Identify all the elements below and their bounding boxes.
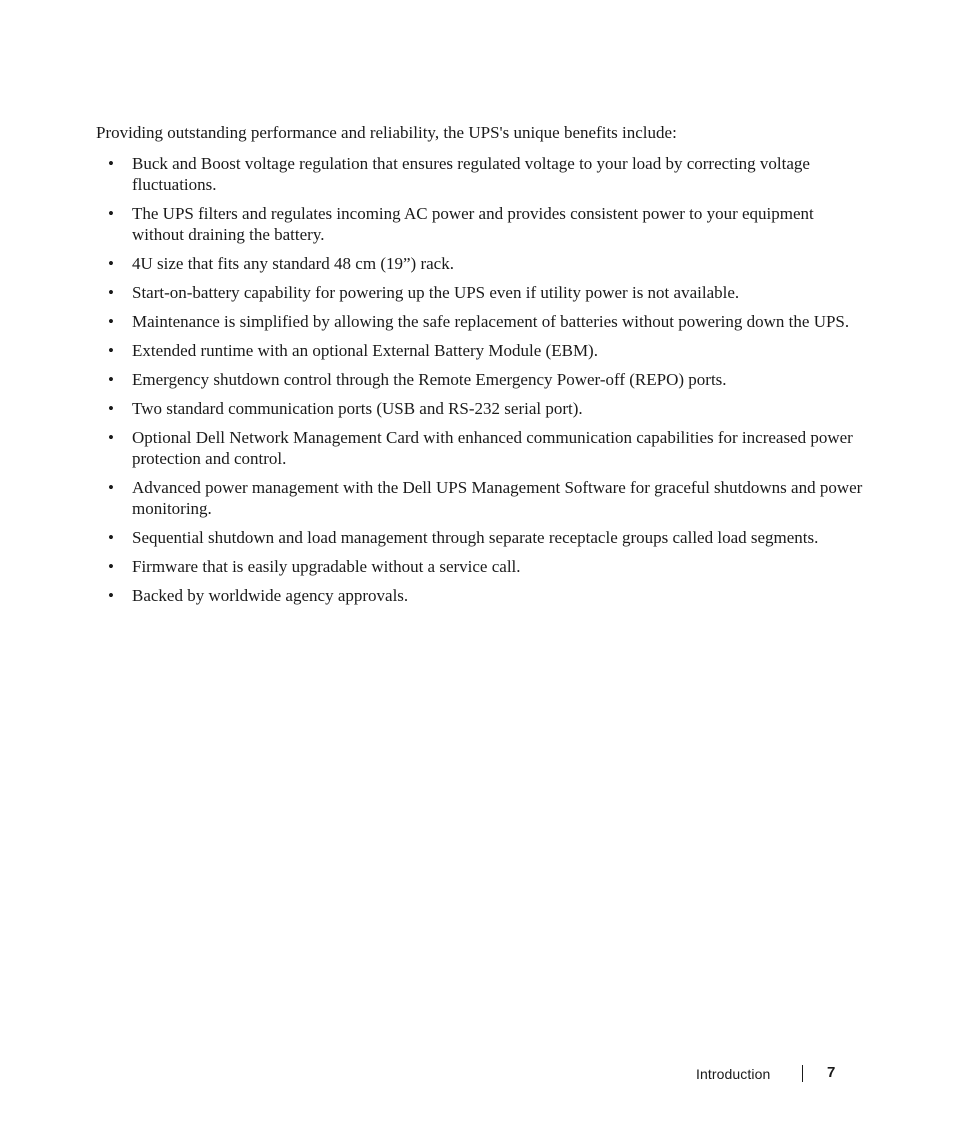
benefit-text: Optional Dell Network Management Card with enhanced communication capabilities for increased power protection and control. (132, 428, 853, 468)
benefit-item (96, 311, 866, 332)
benefit-text: Buck and Boost voltage regulation that ensures regulated voltage to your load by correcting voltage fluctuations. (132, 154, 810, 194)
benefit-text: The UPS filters and regulates incoming AC power and provides consistent power to your equipment without draining the battery. (132, 204, 814, 244)
bullet-icon: • (108, 586, 114, 605)
benefits-list (96, 153, 866, 606)
benefit-text: Maintenance is simplified by allowing the safe replacement of batteries without powering down the UPS. (132, 312, 850, 331)
bullet-icon: • (108, 370, 114, 389)
bullet-icon: • (108, 399, 114, 418)
footer-section-title: Introduction (696, 1066, 771, 1082)
bullet-icon: • (108, 528, 114, 547)
bullet-icon: • (108, 204, 114, 223)
benefit-item (96, 556, 866, 577)
benefit-item (96, 477, 866, 519)
intro-paragraph: Providing outstanding performance and reliability, the UPS's unique benefits include: (96, 123, 677, 142)
benefit-item (96, 398, 866, 419)
benefit-text: Backed by worldwide agency approvals. (132, 586, 409, 605)
bullet-icon: • (108, 154, 114, 173)
benefit-text: Extended runtime with an optional External Battery Module (EBM). (132, 341, 598, 360)
benefit-item (96, 585, 866, 606)
benefit-item (96, 282, 866, 303)
bullet-icon: • (108, 283, 114, 302)
page-body (96, 122, 866, 614)
benefit-item (96, 203, 866, 245)
bullet-icon: • (108, 478, 114, 497)
page-number: 7 (827, 1064, 836, 1081)
page-footer (0, 1063, 954, 1087)
benefit-text: Advanced power management with the Dell UPS Management Software for graceful shutdowns and power monitoring. (132, 478, 863, 518)
benefit-item (96, 153, 866, 195)
bullet-icon: • (108, 254, 114, 273)
benefit-item (96, 340, 866, 361)
benefit-text: Sequential shutdown and load management through separate receptacle groups called load segments. (132, 528, 819, 547)
benefit-item (96, 427, 866, 469)
bullet-icon: • (108, 428, 114, 447)
benefit-text: Two standard communication ports (USB and RS-232 serial port). (132, 399, 583, 418)
benefit-text: Emergency shutdown control through the Remote Emergency Power-off (REPO) ports. (132, 370, 727, 389)
footer-divider (802, 1065, 803, 1082)
bullet-icon: • (108, 557, 114, 576)
benefit-text: Start-on-battery capability for powering up the UPS even if utility power is not available. (132, 283, 740, 302)
bullet-icon: • (108, 312, 114, 331)
benefit-item (96, 253, 866, 274)
benefit-item (96, 369, 866, 390)
bullet-icon: • (108, 341, 114, 360)
benefit-text: Firmware that is easily upgradable without a service call. (132, 557, 521, 576)
benefit-item (96, 527, 866, 548)
benefit-text: 4U size that fits any standard 48 cm (19”) rack. (132, 254, 454, 273)
